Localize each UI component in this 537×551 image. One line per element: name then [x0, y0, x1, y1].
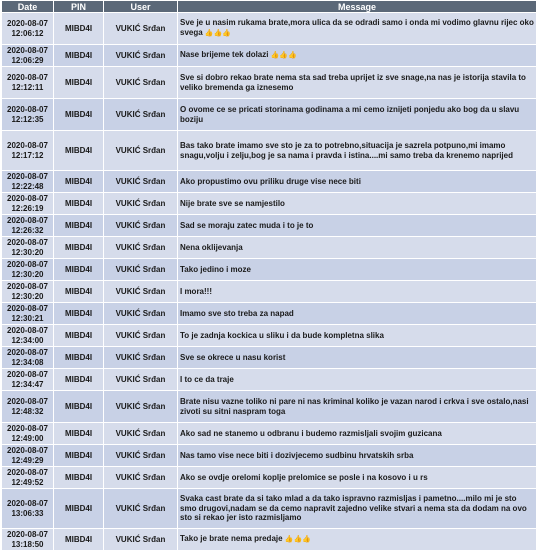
cell-user: VUKIĆ Srđan: [104, 259, 178, 281]
cell-date: [2, 391, 54, 423]
message-text: Sve se okrece u nasu korist: [180, 352, 286, 362]
cell-pin: MIBD4I: [54, 131, 104, 171]
time-value: 12:30:20: [11, 291, 44, 301]
cell-user: VUKIĆ Srđan: [104, 281, 178, 303]
cell-date: [2, 489, 54, 529]
cell-pin: MIBD4I: [54, 391, 104, 423]
thumbs-up-icon: 👍👍👍: [284, 536, 311, 544]
time-value: 12:30:21: [11, 313, 44, 323]
cell-message: [178, 281, 537, 303]
cell-pin: MIBD4I: [54, 13, 104, 45]
cell-user: VUKIĆ Srđan: [104, 303, 178, 325]
cell-date: [2, 13, 54, 45]
cell-date: [2, 193, 54, 215]
cell-message: [178, 131, 537, 171]
date-value: 2020-08-07: [7, 171, 48, 181]
message-text: Nase brijeme tek dolazi: [180, 50, 269, 60]
date-value: 2020-08-07: [7, 347, 48, 357]
cell-date: [2, 529, 54, 551]
date-value: 2020-08-07: [7, 467, 48, 477]
cell-date: [2, 259, 54, 281]
cell-date: [2, 99, 54, 131]
cell-user: VUKIĆ Srđan: [104, 67, 178, 99]
cell-pin: MIBD4I: [54, 215, 104, 237]
cell-date: [2, 281, 54, 303]
message-text: Tako je brate nema predaje: [180, 534, 283, 544]
table-row[interactable]: [2, 303, 537, 325]
message-text: Tako jedino i moze: [180, 264, 251, 274]
message-text: Svaka cast brate da si tako mlad a da tako ispravno razmisljas i pametno....milo mi je sto smo drugovi,nadam se da cemo napravit zajedno velike stvari a nema sta da dodam na ovo sto si rekao jer isto razmisljamo: [180, 494, 527, 523]
time-value: 13:18:50: [11, 539, 44, 549]
cell-message: [178, 529, 537, 551]
date-value: 2020-08-07: [7, 237, 48, 247]
cell-user: VUKIĆ Srđan: [104, 489, 178, 529]
cell-date: [2, 45, 54, 67]
table-row[interactable]: [2, 391, 537, 423]
column-header-pin[interactable]: PIN: [54, 1, 104, 13]
table-row[interactable]: [2, 171, 537, 193]
cell-pin: MIBD4I: [54, 489, 104, 529]
time-value: 12:12:11: [11, 82, 44, 92]
cell-user: VUKIĆ Srđan: [104, 45, 178, 67]
cell-message: [178, 303, 537, 325]
time-value: 12:30:20: [11, 269, 44, 279]
cell-user: VUKIĆ Srđan: [104, 171, 178, 193]
date-value: 2020-08-07: [7, 45, 48, 55]
message-text: O ovome ce se pricati storinama godinama a mi cemo iznijeti ponjedu ako bog da u slavu boziju: [180, 104, 520, 124]
table-row[interactable]: [2, 489, 537, 529]
time-value: 12:49:00: [11, 433, 44, 443]
date-value: 2020-08-07: [7, 193, 48, 203]
table-row[interactable]: [2, 193, 537, 215]
message-table: [1, 0, 537, 551]
cell-message: [178, 347, 537, 369]
cell-pin: MIBD4I: [54, 347, 104, 369]
date-value: 2020-08-07: [7, 215, 48, 225]
cell-date: [2, 467, 54, 489]
table-row[interactable]: [2, 467, 537, 489]
time-value: 12:06:12: [11, 28, 44, 38]
table-row[interactable]: [2, 45, 537, 67]
table-row[interactable]: [2, 131, 537, 171]
cell-date: [2, 445, 54, 467]
message-text: I to ce da traje: [180, 374, 234, 384]
table-row[interactable]: [2, 67, 537, 99]
date-value: 2020-08-07: [7, 396, 48, 406]
cell-message: [178, 467, 537, 489]
cell-date: [2, 131, 54, 171]
message-text: Ako sad ne stanemo u odbranu i budemo razmisljali svojim guzicana: [180, 428, 442, 438]
cell-user: VUKIĆ Srđan: [104, 131, 178, 171]
table-row[interactable]: [2, 13, 537, 45]
table-row[interactable]: [2, 445, 537, 467]
message-text: Nena oklijevanja: [180, 242, 243, 252]
date-value: 2020-08-07: [7, 325, 48, 335]
cell-message: [178, 259, 537, 281]
cell-pin: MIBD4I: [54, 45, 104, 67]
cell-message: [178, 215, 537, 237]
cell-message: [178, 489, 537, 529]
cell-pin: MIBD4I: [54, 369, 104, 391]
cell-message: [178, 13, 537, 45]
time-value: 12:26:19: [11, 203, 44, 213]
time-value: 12:12:35: [11, 114, 44, 124]
message-text: Ako se ovdje orelomi koplje prelomice se posle i na kosovo i u rs: [180, 472, 428, 482]
table-row[interactable]: [2, 423, 537, 445]
cell-message: [178, 67, 537, 99]
date-value: 2020-08-07: [7, 303, 48, 313]
table-header-row: [2, 1, 537, 13]
cell-date: [2, 325, 54, 347]
table-row[interactable]: [2, 529, 537, 551]
date-value: 2020-08-07: [7, 445, 48, 455]
message-text: Sve si dobro rekao brate nema sta sad treba uprijet iz sve snage,na nas je istorija stavila to veliko bremenda ga iznesemo: [180, 72, 526, 92]
date-value: 2020-08-07: [7, 423, 48, 433]
cell-date: [2, 303, 54, 325]
thumbs-up-icon: 👍👍👍: [204, 30, 232, 37]
date-value: 2020-08-07: [7, 140, 48, 150]
cell-user: VUKIĆ Srđan: [104, 13, 178, 45]
table-row[interactable]: [2, 347, 537, 369]
cell-message: [178, 391, 537, 423]
cell-pin: MIBD4I: [54, 259, 104, 281]
time-value: 12:34:08: [11, 357, 44, 367]
cell-message: [178, 445, 537, 467]
cell-pin: MIBD4I: [54, 67, 104, 99]
cell-pin: MIBD4I: [54, 529, 104, 551]
cell-message: [178, 193, 537, 215]
cell-user: VUKIĆ Srđan: [104, 391, 178, 423]
date-value: 2020-08-07: [7, 72, 48, 82]
table-row[interactable]: [2, 259, 537, 281]
message-text: Sve je u nasim rukama brate,mora ulica da se odradi samo i onda mi vodimo glavnu rijec oko svega: [180, 18, 534, 37]
cell-pin: MIBD4I: [54, 445, 104, 467]
cell-user: VUKIĆ Srđan: [104, 215, 178, 237]
table-row[interactable]: [2, 215, 537, 237]
message-text: To je zadnja kockica u sliku i da bude kompletna slika: [180, 330, 384, 340]
date-value: 2020-08-07: [7, 529, 48, 539]
thumbs-up-icon: 👍👍👍: [270, 52, 297, 60]
time-value: 12:17:12: [11, 150, 44, 160]
cell-message: [178, 369, 537, 391]
cell-user: VUKIĆ Srđan: [104, 347, 178, 369]
time-value: 12:49:29: [11, 455, 44, 465]
cell-pin: MIBD4I: [54, 193, 104, 215]
time-value: 12:48:32: [11, 406, 44, 416]
cell-pin: MIBD4I: [54, 99, 104, 131]
time-value: 12:34:47: [11, 379, 44, 389]
table-row[interactable]: [2, 325, 537, 347]
cell-user: VUKIĆ Srđan: [104, 325, 178, 347]
cell-date: [2, 423, 54, 445]
cell-date: [2, 67, 54, 99]
cell-user: VUKIĆ Srđan: [104, 423, 178, 445]
time-value: 13:06:33: [11, 508, 44, 518]
cell-pin: MIBD4I: [54, 281, 104, 303]
message-text: Bas tako brate imamo sve sto je za to potrebno,situacija je sazrela potpuno,mi imamo snagu,volju i zelju,bog je sa nama i pravda i istina....mi samo treba da krenemo naprijed: [180, 140, 513, 160]
date-value: 2020-08-07: [7, 281, 48, 291]
cell-pin: MIBD4I: [54, 303, 104, 325]
message-log: [1, 0, 536, 551]
cell-user: VUKIĆ Srđan: [104, 99, 178, 131]
cell-message: [178, 99, 537, 131]
cell-message: [178, 45, 537, 67]
cell-date: [2, 347, 54, 369]
cell-message: [178, 325, 537, 347]
message-text: Imamo sve sto treba za napad: [180, 308, 294, 318]
cell-message: [178, 171, 537, 193]
column-header-message[interactable]: Message: [178, 1, 537, 13]
cell-message: [178, 237, 537, 259]
time-value: 12:30:20: [11, 247, 44, 257]
cell-user: VUKIĆ Srđan: [104, 529, 178, 551]
cell-pin: MIBD4I: [54, 423, 104, 445]
table-row[interactable]: [2, 237, 537, 259]
cell-date: [2, 237, 54, 259]
date-value: 2020-08-07: [7, 18, 48, 28]
cell-date: [2, 171, 54, 193]
cell-user: VUKIĆ Srđan: [104, 445, 178, 467]
cell-message: [178, 423, 537, 445]
cell-user: VUKIĆ Srđan: [104, 467, 178, 489]
message-text: Ako propustimo ovu priliku druge vise nece biti: [180, 176, 361, 186]
cell-user: VUKIĆ Srđan: [104, 237, 178, 259]
table-row[interactable]: [2, 369, 537, 391]
column-header-user[interactable]: User: [104, 1, 178, 13]
message-text: Nije brate sve se namjestilo: [180, 198, 285, 208]
date-value: 2020-08-07: [7, 259, 48, 269]
message-text: Brate nisu vazne toliko ni pare ni nas kriminal koliko je vazan narod i crkva i sve ostalo,nasi zivoti su sitni naspram toga: [180, 396, 529, 416]
table-row[interactable]: [2, 99, 537, 131]
cell-date: [2, 215, 54, 237]
time-value: 12:06:29: [11, 55, 44, 65]
time-value: 12:49:52: [11, 477, 44, 487]
date-value: 2020-08-07: [7, 104, 48, 114]
cell-user: VUKIĆ Srđan: [104, 369, 178, 391]
time-value: 12:22:48: [11, 181, 44, 191]
column-header-date[interactable]: Date: [2, 1, 54, 13]
cell-pin: MIBD4I: [54, 325, 104, 347]
message-text: Nas tamo vise nece biti i dozivjecemo sudbinu hrvatskih srba: [180, 450, 414, 460]
message-text: Sad se moraju zatec muda i to je to: [180, 220, 314, 230]
message-text: I mora!!!: [180, 286, 212, 296]
cell-pin: MIBD4I: [54, 171, 104, 193]
table-row[interactable]: [2, 281, 537, 303]
cell-pin: MIBD4I: [54, 237, 104, 259]
date-value: 2020-08-07: [7, 498, 48, 508]
time-value: 12:34:00: [11, 335, 44, 345]
cell-pin: MIBD4I: [54, 467, 104, 489]
date-value: 2020-08-07: [7, 369, 48, 379]
time-value: 12:26:32: [11, 225, 44, 235]
cell-date: [2, 369, 54, 391]
cell-user: VUKIĆ Srđan: [104, 193, 178, 215]
